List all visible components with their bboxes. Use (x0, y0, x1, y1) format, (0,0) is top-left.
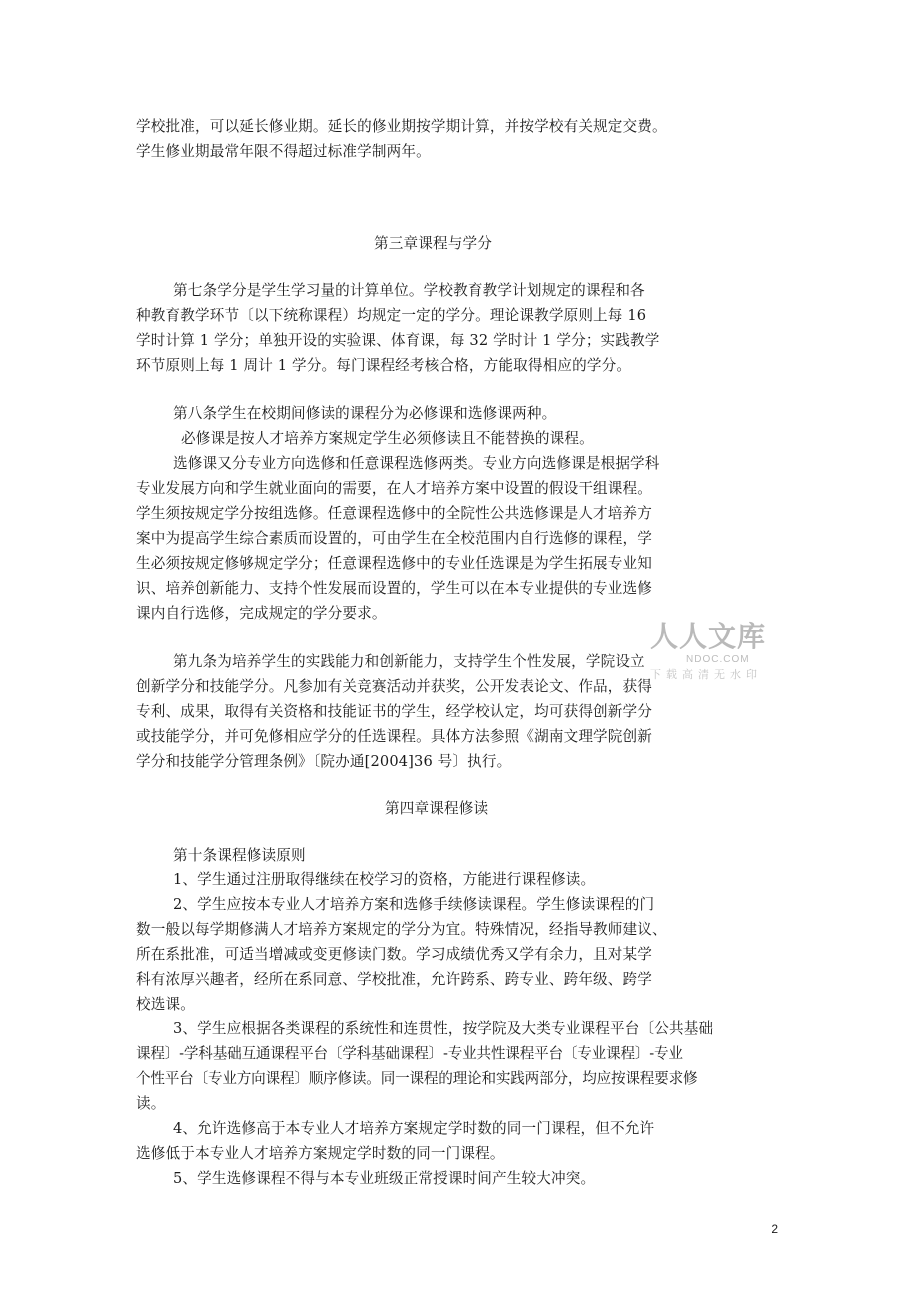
text-line: 专业发展方向和学生就业面向的需要，在人才培养方案中设置的假设干组课程。 (136, 480, 653, 497)
text-line: 个性平台〔专业方向课程〕顺序修读。同一课程的理论和实践两部分，均应按课程要求修 (136, 1070, 698, 1087)
text-line: 识、培养创新能力、支持个性发展而设置的，学生可以在本专业提供的专业选修 (136, 580, 653, 597)
text-line: 生必须按规定修够规定学分；任意课程选修中的专业任选课是为学生拓展专业知 (136, 555, 653, 572)
text-line: 必修课是按人才培养方案规定学生必须修读且不能替换的课程。 (181, 430, 594, 447)
text-line: 种教育教学环节〔以下统称课程）均规定一定的学分。理论课教学原则上每 16 (136, 307, 647, 324)
text-line: 1、学生通过注册取得继续在校学习的资格，方能进行课程修读。 (173, 871, 596, 888)
text-line: 或技能学分，并可免修相应学分的任选课程。具体方法参照《湖南文理学院创新 (136, 728, 653, 745)
text-line: 选修课又分专业方向选修和任意课程选修两类。专业方向选修课是根据学科 (173, 455, 660, 472)
text-line: 创新学分和技能学分。凡参加有关竞赛活动并获奖，公开发表论文、作品，获得 (136, 678, 653, 695)
text-line: 读。 (136, 1095, 166, 1112)
text-line: 学生修业期最常年限不得超过标准学制两年。 (136, 143, 431, 160)
text-line: 数一般以每学期修满人才培养方案规定的学分为宜。特殊情况，经指导教师建议、 (136, 921, 667, 938)
page-number: 2 (771, 1222, 778, 1236)
text-line: 学分和技能学分管理条例》〔院办通[2004]36 号〕执行。 (136, 753, 512, 770)
watermark (648, 621, 778, 685)
text-line: 2、学生应按本专业人才培养方案和选修手续修读课程。学生修读课程的门 (173, 896, 655, 913)
watermark-url: NDOC.COM (686, 654, 750, 665)
text-line: 课程〕-学科基础互通课程平台〔学科基础课程〕-专业共性课程平台〔专业课程〕-专业 (136, 1045, 683, 1062)
text-line: 科有浓厚兴趣者，经所在系同意、学校批准，允许跨系、跨专业、跨年级、跨学 (136, 971, 653, 988)
text-line: 学生须按规定学分按组选修。任意课程选修中的全院性公共选修课是人才培养方 (136, 505, 653, 522)
watermark-logo: 人人文库 (650, 620, 767, 653)
text-line: 案中为提高学生综合素质而设置的，可由学生在全校范围内自行选修的课程，学 (136, 530, 653, 547)
text-line: 第七条学分是学生学习量的计算单位。学校教育教学计划规定的课程和各 (173, 282, 645, 299)
text-line: 专利、成果，取得有关资格和技能证书的学生，经学校认定，均可获得创新学分 (136, 703, 653, 720)
text-line: 选修低于本专业人才培养方案规定学时数的同一门课程。 (136, 1145, 505, 1162)
chapter-heading: 第四章课程修读 (385, 800, 489, 817)
text-line: 学时计算 1 学分；单独开设的实验课、体育课，每 32 学时计 1 学分；实践教学 (136, 332, 660, 349)
watermark-slogan: 下载高清无水印 (650, 668, 762, 681)
text-line: 4、允许选修高于本专业人才培养方案规定学时数的同一门课程，但不允许 (173, 1120, 655, 1137)
text-line: 环节原则上每 1 周计 1 学分。每门课程经考核合格，方能取得相应的学分。 (136, 357, 632, 374)
text-line: 所在系批准，可适当增减或变更修读门数。学习成绩优秀又学有余力，且对某学 (136, 946, 653, 963)
text-line: 校选课。 (136, 996, 195, 1013)
text-line: 第八条学生在校期间修读的课程分为必修课和选修课两种。 (173, 405, 557, 422)
chapter-heading: 第三章课程与学分 (374, 235, 492, 252)
text-line: 学校批准，可以延长修业期。延长的修业期按学期计算，并按学校有关规定交费。 (136, 118, 667, 135)
text-line: 课内自行选修，完成规定的学分要求。 (136, 605, 387, 622)
text-line: 第九条为培养学生的实践能力和创新能力，支持学生个性发展，学院设立 (173, 653, 645, 670)
text-line: 3、学生应根据各类课程的系统性和连贯性，按学院及大类专业课程平台〔公共基础 (173, 1020, 714, 1037)
text-line: 5、学生选修课程不得与本专业班级正常授课时间产生较大冲突。 (173, 1170, 596, 1187)
text-line: 第十条课程修读原则 (173, 847, 306, 864)
